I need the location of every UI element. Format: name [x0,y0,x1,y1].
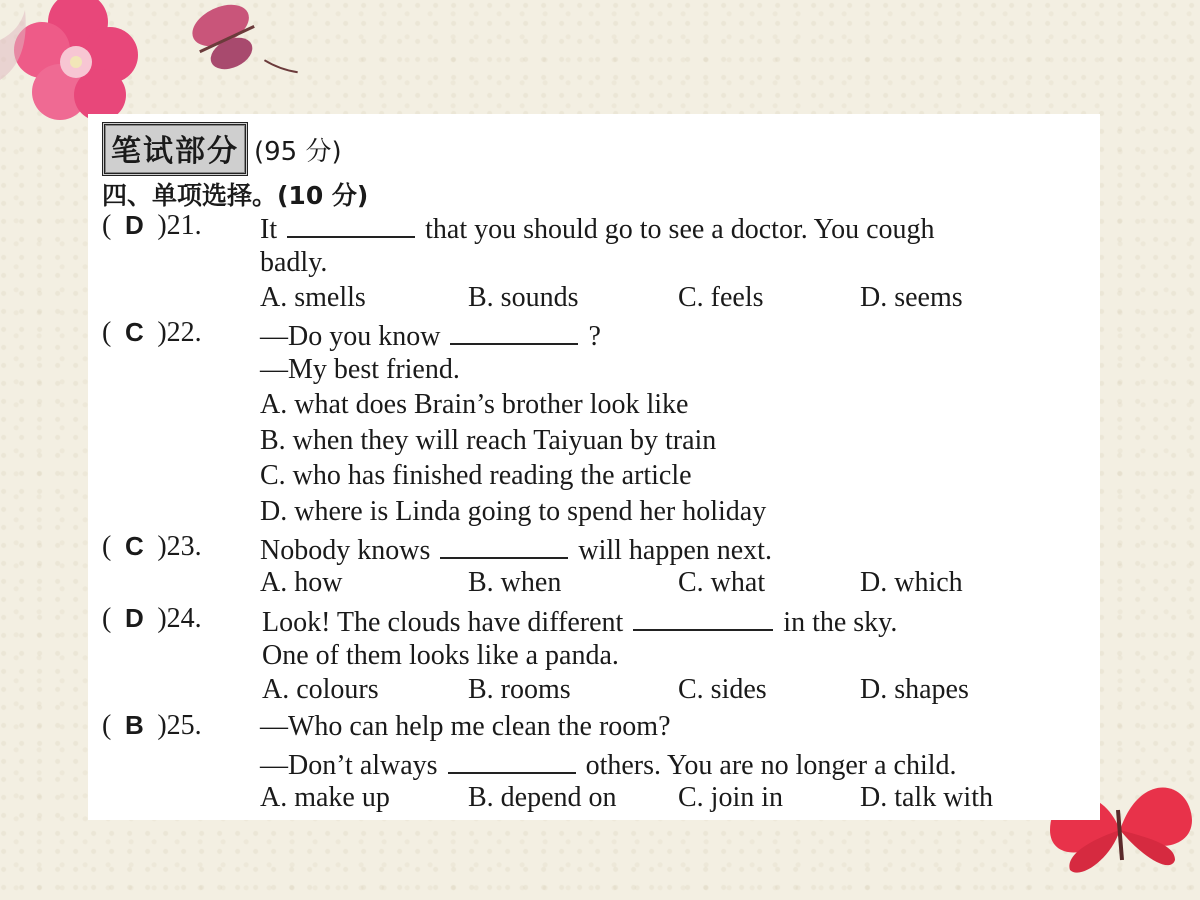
answer-slot-23: ( C )23. [102,531,202,562]
option-22-c: C. who has finished reading the article [260,460,692,491]
option-24-b: B. rooms [468,674,571,705]
option-25-b: B. depend on [468,782,617,813]
option-23-a: A. how [260,567,343,598]
question-number-21: 21. [166,210,202,241]
answer-23: C [124,531,144,561]
question-number-23: 23. [166,531,202,562]
blank-23 [440,531,568,559]
question-24-line-1: Look! The clouds have different in the sky. [262,603,897,640]
question-22-line-1: —Do you know ? [260,317,601,354]
option-21-c: C. feels [678,282,764,313]
page-title: 笔试部分 [102,122,248,176]
answer-22: C [124,317,144,347]
heading-row [102,123,342,175]
question-number-24: 24. [166,603,202,634]
option-24-c: C. sides [678,674,767,705]
option-21-a: A. smells [260,282,366,313]
exam-card [88,114,1100,820]
question-22-line-2: —My best friend. [260,354,460,385]
option-23-d: D. which [860,567,963,598]
question-number-25: 25. [166,710,202,741]
option-22-b: B. when they will reach Taiyuan by train [260,425,717,456]
question-25-line-2: —Don’t always others. You are no longer a child. [260,746,957,783]
flower-icon [14,0,138,121]
option-25-a: A. make up [260,782,390,813]
option-24-d: D. shapes [860,674,969,705]
answer-slot-25: ( B )25. [102,710,202,741]
option-21-d: D. seems [860,282,963,313]
answer-slot-24: ( D )24. [102,603,202,634]
answer-25: B [124,710,144,740]
blank-21 [287,210,415,238]
blank-24 [633,603,773,631]
question-21-line-2: badly. [260,247,328,278]
answer-21: D [124,210,144,240]
section-title: 四、单项选择。(10 分) [102,181,369,210]
question-21-line-1: It that you should go to see a doctor. You cough [260,210,935,247]
question-number-22: 22. [166,317,202,348]
option-23-c: C. what [678,567,766,598]
option-24-a: A. colours [262,674,379,705]
flower-butterfly-decoration [0,0,300,130]
answer-slot-21: ( D )21. [102,210,202,241]
option-22-a: A. what does Brain’s brother look like [260,389,689,420]
answer-slot-22: ( C )22. [102,317,202,348]
option-21-b: B. sounds [468,282,579,313]
option-25-c: C. join in [678,782,784,813]
blank-25 [448,746,576,774]
option-23-b: B. when [468,567,562,598]
option-25-d: D. talk with [860,782,993,813]
question-23-line-1: Nobody knows will happen next. [260,531,772,568]
question-25-line-1: —Who can help me clean the room? [260,711,671,742]
butterfly-icon [186,0,298,106]
total-score: (95 分) [254,136,342,167]
blank-22 [450,317,578,345]
answer-24: D [124,603,144,633]
question-24-line-2: One of them looks like a panda. [262,640,619,671]
option-22-d: D. where is Linda going to spend her holiday [260,496,767,527]
